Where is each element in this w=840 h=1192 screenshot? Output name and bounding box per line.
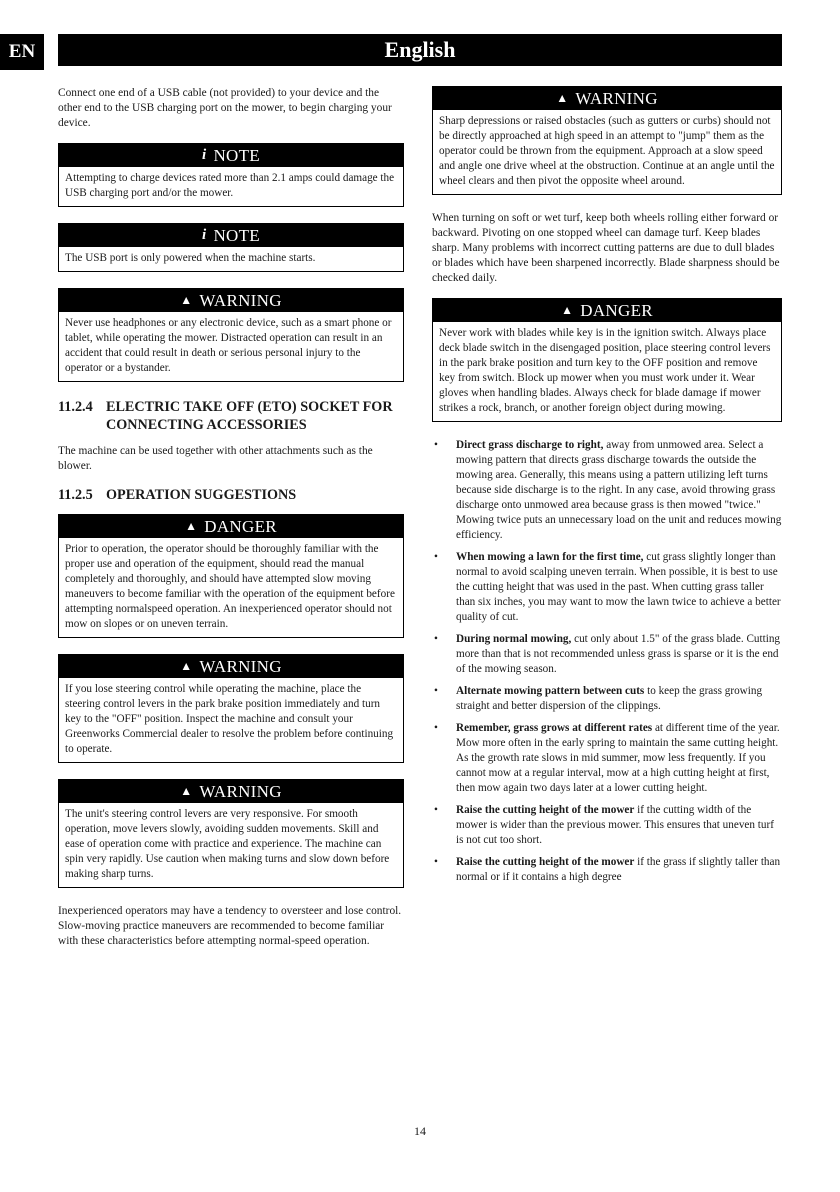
- tip-lead: Raise the cutting height of the mower: [456, 804, 635, 816]
- section-number: 11.2.4: [58, 399, 93, 415]
- bullet-icon: •: [434, 551, 438, 563]
- list-item: [432, 684, 782, 714]
- tip-lead: When mowing a lawn for the first time,: [456, 551, 644, 563]
- warning-triangle-icon: ▲: [185, 519, 198, 533]
- section-heading-operation: [58, 486, 404, 504]
- page-header: English: [58, 34, 782, 66]
- note-label: NOTE: [213, 225, 260, 245]
- warning-label: WARNING: [575, 88, 658, 108]
- warning-header: [433, 87, 781, 110]
- warning-triangle-icon: ▲: [556, 91, 569, 105]
- oversteer-paragraph: Inexperienced operators may have a tendency to oversteer and lose control. Slow-moving practice maneuvers are recommended to become familiar with these characteristics before attempting normal-speed operation.: [58, 905, 402, 947]
- left-column: [58, 86, 404, 961]
- warning-text: Sharp depressions or raised obstacles (such as gutters or curbs) should not be directly approached at high speed in an attempt to "jump" them as the operator could be thrown from the equipment. Approach at a slow speed and angle one drive wheel at the obstruction. Continue at an angle until the wheel clears and then pivot the opposite wheel around.: [439, 115, 775, 187]
- list-item: [432, 550, 782, 625]
- warning-header: [59, 780, 403, 803]
- warning-text: Never use headphones or any electronic device, such as a smart phone or tablet, while operating the mower. Distracted operation can result in an accident that could result in death or serious personal injury to the operator or a bystander.: [65, 317, 392, 374]
- warning-header: [59, 655, 403, 678]
- info-icon: i: [202, 147, 207, 163]
- danger-label: DANGER: [204, 516, 277, 536]
- tip-lead: Direct grass discharge to right,: [456, 439, 604, 451]
- page-number: 14: [414, 1124, 426, 1138]
- warning-label: WARNING: [199, 290, 282, 310]
- tip-text: cut grass slightly longer than normal to avoid scalping uneven terrain. When possible, it is best to use the cutting height that was used in the past. When cutting grass taller than six inches, you may want to mow the lawn twice to achieve a better quality of cut.: [456, 551, 781, 623]
- danger-box-blades: [432, 298, 782, 422]
- turf-paragraph: When turning on soft or wet turf, keep both wheels rolling either forward or backward. Pivoting on one stopped wheel can damage turf. Keep blades sharp. Many problems with incorrect cutting patterns are due to dull blades or blades which have been sharpened incorrectly. Blade sharpness should be checked daily.: [432, 212, 780, 284]
- section-title: OPERATION SUGGESTIONS: [106, 487, 297, 503]
- danger-label: DANGER: [580, 300, 653, 320]
- warning-label: WARNING: [199, 781, 282, 801]
- tip-text: to keep the grass growing straight and better dispersion of the clippings.: [456, 685, 763, 712]
- warning-header: [59, 289, 403, 312]
- note-box-usb-power: [58, 223, 404, 272]
- bullet-icon: •: [434, 439, 438, 451]
- warning-triangle-icon: ▲: [180, 784, 193, 798]
- tip-lead: During normal mowing,: [456, 633, 572, 645]
- list-item: [432, 632, 782, 677]
- danger-header: [59, 515, 403, 538]
- list-item: [432, 438, 782, 543]
- usb-intro-paragraph: Connect one end of a USB cable (not provided) to your device and the other end to the USB charging port on the mower, to begin charging your device.: [58, 87, 392, 129]
- note-text: Attempting to charge devices rated more than 2.1 amps could damage the USB charging port and/or the mower.: [65, 172, 395, 199]
- bullet-icon: •: [434, 722, 438, 734]
- note-label: NOTE: [213, 145, 260, 165]
- warning-box-responsive-levers: [58, 779, 404, 888]
- warning-box-obstacles: [432, 86, 782, 195]
- warning-box-steering-loss: [58, 654, 404, 763]
- right-column: [432, 86, 782, 892]
- note-header: [59, 144, 403, 167]
- eto-paragraph: The machine can be used together with other attachments such as the blower.: [58, 445, 373, 472]
- note-header: [59, 224, 403, 247]
- note-box-amps: [58, 143, 404, 207]
- list-item: [432, 721, 782, 796]
- note-text: The USB port is only powered when the machine starts.: [65, 252, 316, 264]
- list-item: [432, 803, 782, 848]
- bullet-icon: •: [434, 633, 438, 645]
- warning-triangle-icon: ▲: [180, 659, 193, 673]
- warning-label: WARNING: [199, 656, 282, 676]
- danger-header: [433, 299, 781, 322]
- warning-triangle-icon: ▲: [561, 303, 574, 317]
- danger-text: Never work with blades while key is in the ignition switch. Always place deck blade switch in the disengaged position, place steering control levers in the park brake position and turn key to the OFF position and remove key from switch. Block up mower when you must work under it. Wear gloves when handling blades. Always check for blade damage if mower strikes a rock, branch, or another foreign object during mowing.: [439, 327, 771, 414]
- info-icon: i: [202, 227, 207, 243]
- tip-lead: Alternate mowing pattern between cuts: [456, 685, 645, 697]
- section-number: 11.2.5: [58, 487, 93, 503]
- tip-lead: Raise the cutting height of the mower: [456, 856, 635, 868]
- danger-box-operator: [58, 514, 404, 638]
- list-item: [432, 855, 782, 885]
- warning-text: The unit's steering control levers are very responsive. For smooth operation, move levers slowly, avoiding sudden movements. Skill and ease of operation come with practice and experience. The machine can spin very rapidly. Use caution when making turns and slow down before making sharp turns.: [65, 808, 390, 880]
- mowing-tips-list: [432, 438, 782, 885]
- tip-text: cut only about 1.5" of the grass blade. Cutting more than that is not recommended unless grass is sparse or it is the end of the mowing season.: [456, 633, 781, 675]
- bullet-icon: •: [434, 685, 438, 697]
- warning-box-headphones: [58, 288, 404, 382]
- tip-text: away from unmowed area. Select a mowing pattern that directs grass discharge towards the outside the mowing area. Generally, this means using a pattern utilizing left turns because side discharge is to the right. In any case, avoid throwing grass discharge onto unmowed area because grass is then mowed "twice." Mowing twice puts an unnecessary load on the unit and reduces mowing efficiency.: [456, 439, 782, 541]
- tip-lead: Remember, grass grows at different rates: [456, 722, 653, 734]
- bullet-icon: •: [434, 804, 438, 816]
- section-heading-eto: [58, 398, 404, 434]
- tip-text: if the cutting width of the mower is wider than the previous mower. This ensures that uneven turf is not cut too short.: [456, 804, 774, 846]
- tip-text: at different time of the year. Mow more often in the early spring to maintain the same cutting height. As the growth rate slows in mid summer, mow less frequently. If you cannot mow at a regular interval, mow at a high cutting height at first, then mow again two days later at a lower cutting height.: [456, 722, 780, 794]
- language-tab: EN: [0, 34, 44, 70]
- warning-triangle-icon: ▲: [180, 293, 193, 307]
- tip-text: if the grass if slightly taller than normal or if it contains a high degree: [456, 856, 781, 883]
- section-title: ELECTRIC TAKE OFF (ETO) SOCKET FOR CONNECTING ACCESSORIES: [106, 399, 393, 433]
- danger-text: Prior to operation, the operator should be thoroughly familiar with the proper use and operation of the equipment, should read the manual completely and thoroughly, and should have attempted slow moving maneuvers to become familiar with the operation of the equipment before attempting normalspeed operation. An inexperienced operator should not mow on slopes or on uneven terrain.: [65, 543, 395, 630]
- warning-text: If you lose steering control while operating the machine, place the steering control levers in the park brake position immediately and turn key to the "OFF" position. Inspect the machine and consult your Greenworks Commercial dealer to resolve the problem before continuing to operate.: [65, 683, 394, 755]
- bullet-icon: •: [434, 856, 438, 868]
